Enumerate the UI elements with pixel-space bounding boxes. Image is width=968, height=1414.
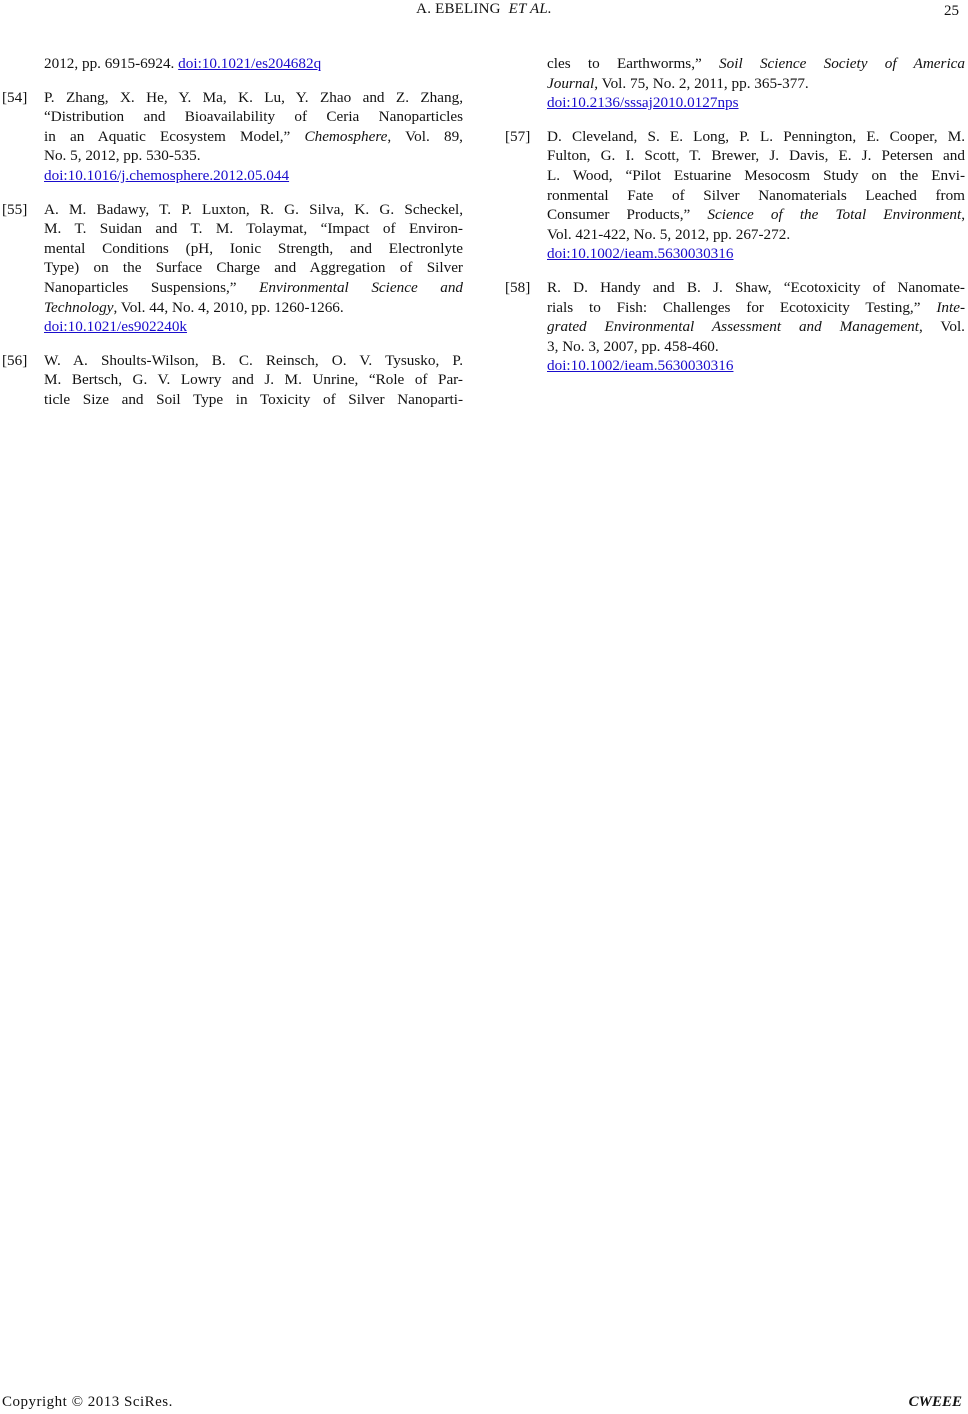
reference-line: M. Bertsch, G. V. Lowry and J. M. Unrine, “Role of Par- bbox=[44, 371, 463, 389]
page-footer bbox=[0, 1392, 968, 1414]
reference-line bbox=[547, 356, 965, 376]
reference-number: [58] bbox=[505, 278, 531, 296]
reference-line: No. 5, 2012, pp. 530-535. bbox=[44, 147, 201, 165]
reference-line: Nanoparticles Suspensions,” Environmental Science and bbox=[44, 278, 464, 296]
reference-line: Vol. 421-422, No. 5, 2012, pp. 267-272. bbox=[547, 225, 791, 243]
running-head bbox=[0, 1, 968, 18]
doi-link[interactable]: doi:10.1021/es204682q bbox=[178, 55, 322, 72]
copyright-notice: Copyright © 2013 SciRes. bbox=[2, 1394, 173, 1410]
reference-57 bbox=[503, 127, 965, 264]
journal-title: Environmental Science and bbox=[259, 278, 464, 296]
doi-link[interactable]: doi:10.1002/ieam.5630030316 bbox=[547, 245, 734, 263]
reference-line: 3, No. 3, 2007, pp. 458-460. bbox=[547, 337, 719, 355]
reference-line: R. D. Handy and B. J. Shaw, “Ecotoxicity of Nanomate- bbox=[547, 278, 965, 296]
reference-58 bbox=[503, 278, 965, 376]
reference-line: P. Zhang, X. He, Y. Ma, K. Lu, Y. Zhao and Z. Zhang, bbox=[44, 88, 463, 106]
reference-line: W. A. Shoults-Wilson, B. C. Reinsch, O. V. Tysusko, P. bbox=[44, 351, 463, 369]
reference-line: Journal, Vol. 75, No. 2, 2011, pp. 365-377. bbox=[547, 74, 809, 92]
reference-line bbox=[44, 317, 463, 337]
reference-line: grated Environmental Assessment and Management, Vol. bbox=[547, 318, 965, 336]
journal-title: Chemosphere bbox=[304, 127, 388, 145]
reference-line: ticle Size and Soil Type in Toxicity of Silver Nanoparti- bbox=[44, 390, 463, 408]
running-head-etal: ET AL. bbox=[508, 1, 552, 17]
reference-55 bbox=[0, 200, 463, 337]
reference-line: rials to Fish: Challenges for Ecotoxicity Testing,” Inte- bbox=[547, 298, 965, 316]
page-number: 25 bbox=[944, 3, 959, 19]
journal-title: Inte- bbox=[936, 298, 965, 316]
journal-title: Soil Science Society of America bbox=[719, 55, 965, 72]
doi-link[interactable]: doi:10.1021/es902240k bbox=[44, 318, 188, 336]
left-column bbox=[0, 54, 463, 424]
journal-title: Science of the Total Environment bbox=[707, 206, 962, 224]
reference-line: Fulton, G. I. Scott, T. Brewer, J. Davis, E. J. Petersen and bbox=[547, 147, 965, 165]
reference-56-continuation bbox=[503, 54, 965, 113]
reference-line: Type) on the Surface Charge and Aggregation of Silver bbox=[44, 259, 463, 277]
journal-title: grated Environmental Assessment and Management bbox=[547, 318, 919, 336]
journal-abbreviation: CWEEE bbox=[908, 1394, 962, 1410]
reference-number: [54] bbox=[2, 88, 28, 106]
journal-title: Journal bbox=[547, 74, 595, 92]
running-head-author: A. EBELING bbox=[416, 1, 501, 17]
reference-line: Technology, Vol. 44, No. 4, 2010, pp. 1260-1266. bbox=[44, 298, 344, 316]
page-header bbox=[0, 0, 968, 28]
reference-line bbox=[547, 244, 965, 264]
reference-line: mental Conditions (pH, Ionic Strength, and Electronlyte bbox=[44, 239, 463, 257]
reference-line bbox=[44, 166, 463, 186]
doi-link[interactable]: doi:10.1016/j.chemosphere.2012.05.044 bbox=[44, 166, 290, 184]
reference-54 bbox=[0, 88, 463, 186]
reference-line: ronmental Fate of Silver Nanomaterials Leached from bbox=[547, 186, 965, 204]
reference-56 bbox=[0, 351, 463, 410]
reference-53-continuation bbox=[0, 54, 463, 74]
reference-line: A. M. Badawy, T. P. Luxton, R. G. Silva, K. G. Scheckel, bbox=[44, 200, 463, 218]
reference-line: cles to Earthworms,” Soil Science Society of America bbox=[547, 55, 965, 72]
reference-line: Consumer Products,” Science of the Total Environment, bbox=[547, 206, 965, 224]
reference-number: [56] bbox=[2, 351, 28, 369]
reference-line: L. Wood, “Pilot Estuarine Mesocosm Study on the Envi- bbox=[547, 166, 965, 184]
reference-line: in an Aquatic Ecosystem Model,” Chemosphere, Vol. 89, bbox=[44, 127, 463, 145]
journal-title: Technology bbox=[44, 298, 114, 316]
right-column bbox=[503, 54, 965, 390]
reference-line: “Distribution and Bioavailability of Ceria Nanoparticles bbox=[44, 108, 463, 126]
reference-line bbox=[547, 93, 965, 113]
reference-line: D. Cleveland, S. E. Long, P. L. Pennington, E. Cooper, M. bbox=[547, 127, 965, 145]
reference-line: 2012, pp. 6915-6924. doi:10.1021/es204682q bbox=[44, 55, 322, 72]
doi-link[interactable]: doi:10.2136/sssaj2010.0127nps bbox=[547, 94, 739, 112]
reference-line: M. T. Suidan and T. M. Tolaymat, “Impact of Environ- bbox=[44, 220, 463, 238]
reference-number: [55] bbox=[2, 200, 28, 218]
reference-number: [57] bbox=[505, 127, 531, 145]
doi-link[interactable]: doi:10.1002/ieam.5630030316 bbox=[547, 357, 734, 375]
